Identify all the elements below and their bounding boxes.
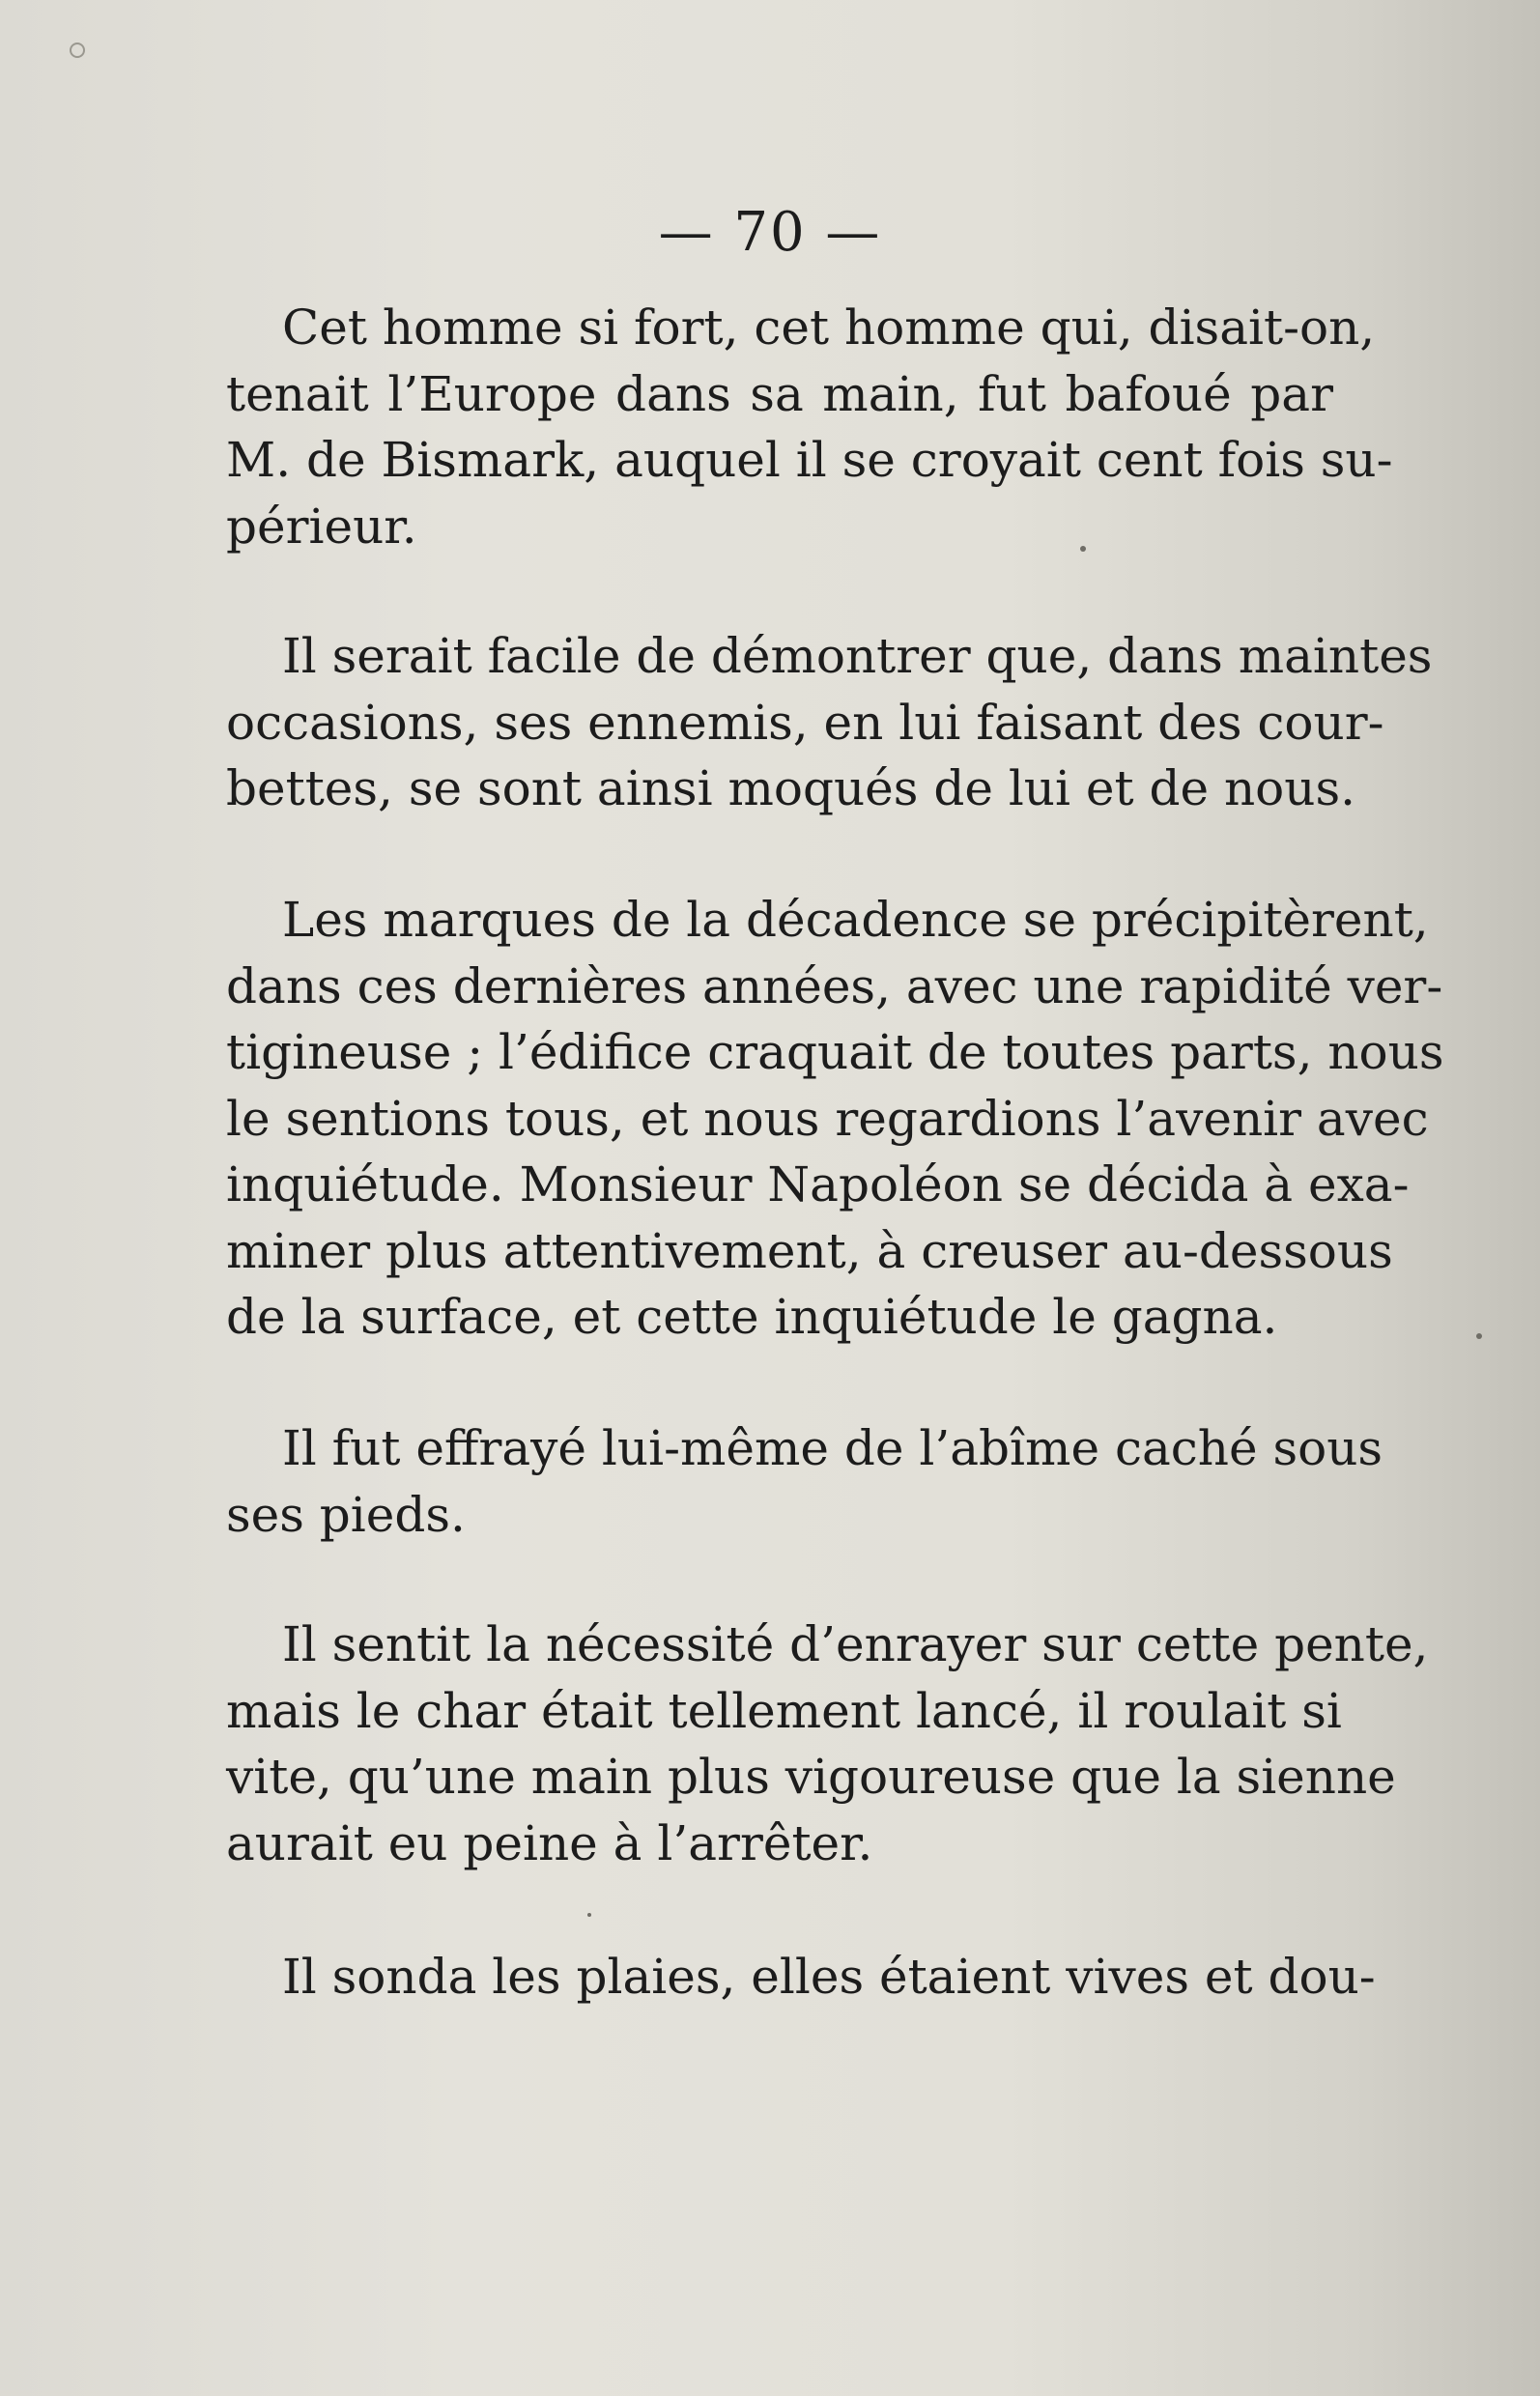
page-number: — 70 — <box>658 201 882 264</box>
text-line: périeur. <box>226 498 417 555</box>
text-line: vite, qu’une main plus vigoureuse que la sienne <box>226 1749 1396 1805</box>
text-line: occasions, ses ennemis, en lui faisant des cour- <box>226 694 1384 751</box>
text-line: ses pieds. <box>226 1486 466 1543</box>
text-line: bettes, se sont ainsi moqués de lui et de nous. <box>226 760 1356 816</box>
text-line: Il serait facile de démontrer que, dans maintes <box>282 628 1433 684</box>
text-line: Il fut effrayé lui-même de l’abîme caché sous <box>282 1420 1383 1476</box>
text-line: dans ces dernières années, avec une rapidité ver- <box>226 957 1443 1014</box>
paragraph-6 <box>226 1944 1376 2011</box>
text-line: Il sentit la nécessité d’enrayer sur cette pente, <box>282 1616 1429 1672</box>
text-line: Il sonda les plaies, elles étaient vives et dou- <box>282 1949 1376 2005</box>
text-line: tigineuse ; l’édifice craquait de toutes parts, nous <box>226 1024 1444 1080</box>
paragraph-4 <box>226 1415 1383 1548</box>
paper-speck <box>70 43 85 58</box>
text-line: Cet homme si fort, cet homme qui, disait-on, <box>282 300 1376 356</box>
paragraph-2 <box>226 623 1433 822</box>
paragraph-1 <box>226 295 1393 559</box>
text-line: de la surface, et cette inquiétude le gagna. <box>226 1289 1278 1345</box>
text-line: inquiétude. Monsieur Napoléon se décida à exa- <box>226 1156 1410 1212</box>
paper-speck <box>1080 546 1086 552</box>
text-line: tenait l’Europe dans sa main, fut bafoué par <box>226 365 1333 422</box>
text-line: aurait eu peine à l’arrêter. <box>226 1814 873 1871</box>
text-line: miner plus attentivement, à creuser au-dessous <box>226 1222 1393 1279</box>
text-line: M. de Bismark, auquel il se croyait cent fois su- <box>226 432 1393 488</box>
text-line: le sentions tous, et nous regardions l’avenir avec <box>226 1090 1429 1147</box>
text-line: mais le char était tellement lancé, il roulait si <box>226 1682 1342 1739</box>
paragraph-3 <box>226 887 1444 1351</box>
text-line: Les marques de la décadence se précipitèrent, <box>282 892 1429 948</box>
paragraph-5 <box>226 1612 1429 1876</box>
paper-speck <box>1476 1333 1482 1339</box>
paper-speck <box>587 1913 591 1917</box>
